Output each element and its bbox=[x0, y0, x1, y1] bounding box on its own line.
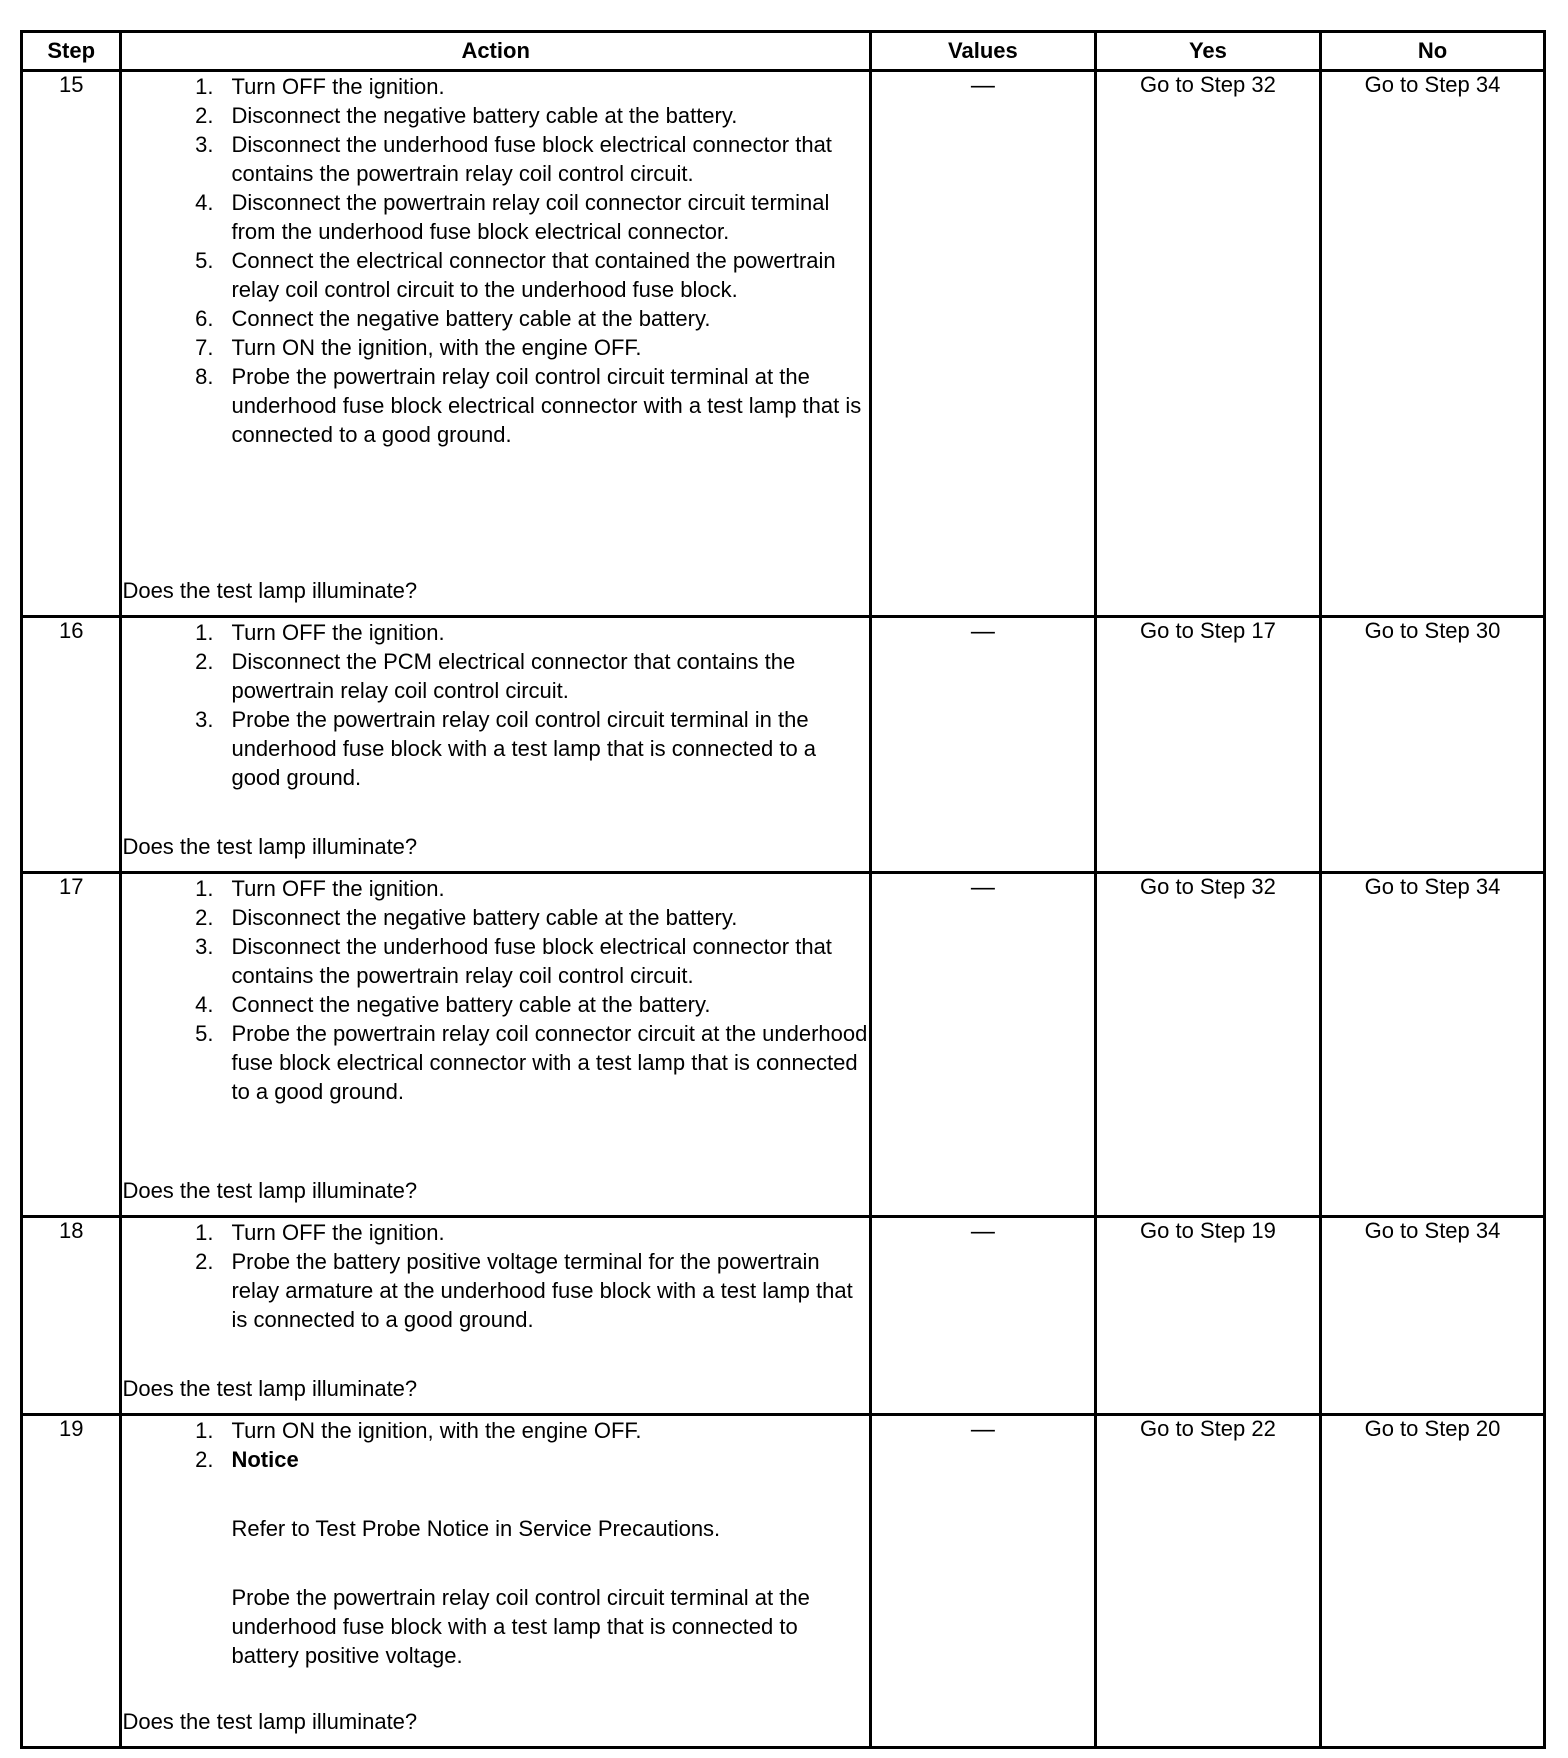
step-text bbox=[231, 1445, 868, 1670]
header-action: Action bbox=[121, 32, 870, 71]
header-yes: Yes bbox=[1095, 32, 1320, 71]
step-index: 2. bbox=[195, 1447, 214, 1472]
action-question: Does the test lamp illuminate? bbox=[122, 1376, 418, 1401]
action-steps-block bbox=[122, 618, 868, 792]
action-question: Does the test lamp illuminate? bbox=[122, 834, 418, 859]
yes-result: Go to Step 22 bbox=[1095, 1415, 1320, 1748]
action-steps bbox=[122, 1218, 868, 1334]
value-dash: — bbox=[970, 1218, 995, 1245]
action-steps bbox=[122, 618, 868, 792]
values-cell bbox=[870, 71, 1095, 617]
action-steps bbox=[122, 874, 868, 1106]
action-cell bbox=[121, 1415, 870, 1748]
yes-result: Go to Step 32 bbox=[1095, 873, 1320, 1217]
no-result: Go to Step 30 bbox=[1320, 617, 1544, 873]
action-question: Does the test lamp illuminate? bbox=[122, 1709, 418, 1734]
action-step bbox=[122, 362, 868, 449]
action-content bbox=[122, 874, 868, 1205]
action-content bbox=[122, 72, 868, 605]
step-index: 6. bbox=[195, 306, 214, 331]
header-no: No bbox=[1320, 32, 1544, 71]
action-steps bbox=[122, 1416, 868, 1670]
step-text: Probe the powertrain relay coil control circuit terminal at the underhood fuse block electrical connector with a test lamp that is connected to a good ground. bbox=[231, 364, 862, 447]
action-step-notice bbox=[122, 1445, 868, 1670]
action-steps-block bbox=[122, 72, 868, 449]
step-text: Connect the electrical connector that contained the powertrain relay coil control circuit to the underhood fuse block. bbox=[231, 248, 836, 302]
action-step bbox=[122, 130, 868, 188]
yes-result: Go to Step 32 bbox=[1095, 71, 1320, 617]
action-cell bbox=[121, 873, 870, 1217]
action-step bbox=[122, 903, 868, 932]
step-index: 5. bbox=[195, 248, 214, 273]
step-text: Turn ON the ignition, with the engine OFF. bbox=[231, 1418, 642, 1443]
step-index: 3. bbox=[195, 132, 214, 157]
step-number: 17 bbox=[22, 873, 121, 1217]
action-step bbox=[122, 72, 868, 101]
action-step bbox=[122, 246, 868, 304]
step-text: Probe the powertrain relay coil connector circuit at the underhood fuse block electrical connector with a test lamp that is connected to a good ground. bbox=[231, 1021, 868, 1104]
step-index: 3. bbox=[195, 934, 214, 959]
action-step bbox=[122, 705, 868, 792]
step-text: Turn OFF the ignition. bbox=[231, 1220, 445, 1245]
step-index: 2. bbox=[195, 103, 214, 128]
header-values: Values bbox=[870, 32, 1095, 71]
action-step bbox=[122, 647, 868, 705]
action-step bbox=[122, 304, 868, 333]
step-index: 1. bbox=[195, 876, 214, 901]
notice-instruction: Probe the powertrain relay coil control circuit terminal at the underhood fuse block with a test lamp that is connected to battery positive voltage. bbox=[231, 1585, 810, 1668]
action-step bbox=[122, 874, 868, 903]
action-step bbox=[122, 932, 868, 990]
notice-paragraph: Refer to Test Probe Notice in Service Precautions. bbox=[231, 1516, 721, 1541]
step-index: 1. bbox=[195, 1418, 214, 1443]
value-dash: — bbox=[970, 874, 995, 901]
step-text: Turn OFF the ignition. bbox=[231, 74, 445, 99]
no-result: Go to Step 34 bbox=[1320, 873, 1544, 1217]
step-index: 1. bbox=[195, 74, 214, 99]
step-text: Disconnect the PCM electrical connector that contains the powertrain relay coil control circuit. bbox=[231, 649, 796, 703]
yes-result: Go to Step 19 bbox=[1095, 1217, 1320, 1415]
values-cell bbox=[870, 1217, 1095, 1415]
value-dash: — bbox=[970, 618, 995, 645]
header-row bbox=[22, 32, 1545, 71]
no-result: Go to Step 34 bbox=[1320, 71, 1544, 617]
step-text: Probe the battery positive voltage terminal for the powertrain relay armature at the underhood fuse block with a test lamp that is connected to a good ground. bbox=[231, 1249, 853, 1332]
action-cell bbox=[121, 1217, 870, 1415]
step-number: 16 bbox=[22, 617, 121, 873]
action-content bbox=[122, 618, 868, 861]
step-text: Turn OFF the ignition. bbox=[231, 876, 445, 901]
notice-title: Notice bbox=[231, 1447, 299, 1472]
step-number: 15 bbox=[22, 71, 121, 617]
action-content bbox=[122, 1218, 868, 1403]
step-text: Disconnect the negative battery cable at the battery. bbox=[231, 905, 738, 930]
step-index: 8. bbox=[195, 364, 214, 389]
action-steps bbox=[122, 72, 868, 449]
step-text: Connect the negative battery cable at the battery. bbox=[231, 992, 711, 1017]
step-index: 1. bbox=[195, 1220, 214, 1245]
values-cell bbox=[870, 873, 1095, 1217]
action-cell bbox=[121, 617, 870, 873]
values-cell bbox=[870, 617, 1095, 873]
value-dash: — bbox=[970, 72, 995, 99]
action-step bbox=[122, 1218, 868, 1247]
step-text: Disconnect the underhood fuse block electrical connector that contains the powertrain relay coil control circuit. bbox=[231, 132, 832, 186]
action-content bbox=[122, 1416, 868, 1736]
action-steps-block bbox=[122, 1218, 868, 1334]
step-index: 1. bbox=[195, 620, 214, 645]
diagnostic-table bbox=[20, 30, 1546, 1749]
action-step bbox=[122, 1247, 868, 1334]
step-text: Disconnect the underhood fuse block electrical connector that contains the powertrain relay coil control circuit. bbox=[231, 934, 832, 988]
no-result: Go to Step 34 bbox=[1320, 1217, 1544, 1415]
step-text: Turn OFF the ignition. bbox=[231, 620, 445, 645]
action-step bbox=[122, 990, 868, 1019]
step-index: 2. bbox=[195, 1249, 214, 1274]
action-step bbox=[122, 188, 868, 246]
table-row bbox=[22, 1217, 1545, 1415]
action-step bbox=[122, 618, 868, 647]
step-number: 19 bbox=[22, 1415, 121, 1748]
value-dash: — bbox=[970, 1416, 995, 1443]
step-index: 2. bbox=[195, 905, 214, 930]
table-row bbox=[22, 617, 1545, 873]
step-index: 4. bbox=[195, 992, 214, 1017]
action-step bbox=[122, 101, 868, 130]
action-question: Does the test lamp illuminate? bbox=[122, 578, 418, 603]
table-row bbox=[22, 1415, 1545, 1748]
step-text: Turn ON the ignition, with the engine OFF. bbox=[231, 335, 642, 360]
yes-result: Go to Step 17 bbox=[1095, 617, 1320, 873]
step-number: 18 bbox=[22, 1217, 121, 1415]
action-step bbox=[122, 1416, 868, 1445]
step-index: 5. bbox=[195, 1021, 214, 1046]
step-text: Probe the powertrain relay coil control circuit terminal in the underhood fuse block with a test lamp that is connected to a good ground. bbox=[231, 707, 817, 790]
step-index: 3. bbox=[195, 707, 214, 732]
action-step bbox=[122, 1019, 868, 1106]
values-cell bbox=[870, 1415, 1095, 1748]
header-step: Step bbox=[22, 32, 121, 71]
action-steps-block bbox=[122, 874, 868, 1106]
step-index: 4. bbox=[195, 190, 214, 215]
table-row bbox=[22, 873, 1545, 1217]
action-cell bbox=[121, 71, 870, 617]
step-index: 2. bbox=[195, 649, 214, 674]
action-steps-block bbox=[122, 1416, 868, 1670]
action-step bbox=[122, 333, 868, 362]
action-question: Does the test lamp illuminate? bbox=[122, 1178, 418, 1203]
no-result: Go to Step 20 bbox=[1320, 1415, 1544, 1748]
table-row bbox=[22, 71, 1545, 617]
step-index: 7. bbox=[195, 335, 214, 360]
step-text: Connect the negative battery cable at the battery. bbox=[231, 306, 711, 331]
step-text: Disconnect the negative battery cable at the battery. bbox=[231, 103, 738, 128]
step-text: Disconnect the powertrain relay coil connector circuit terminal from the underhood fuse block electrical connector. bbox=[231, 190, 830, 244]
